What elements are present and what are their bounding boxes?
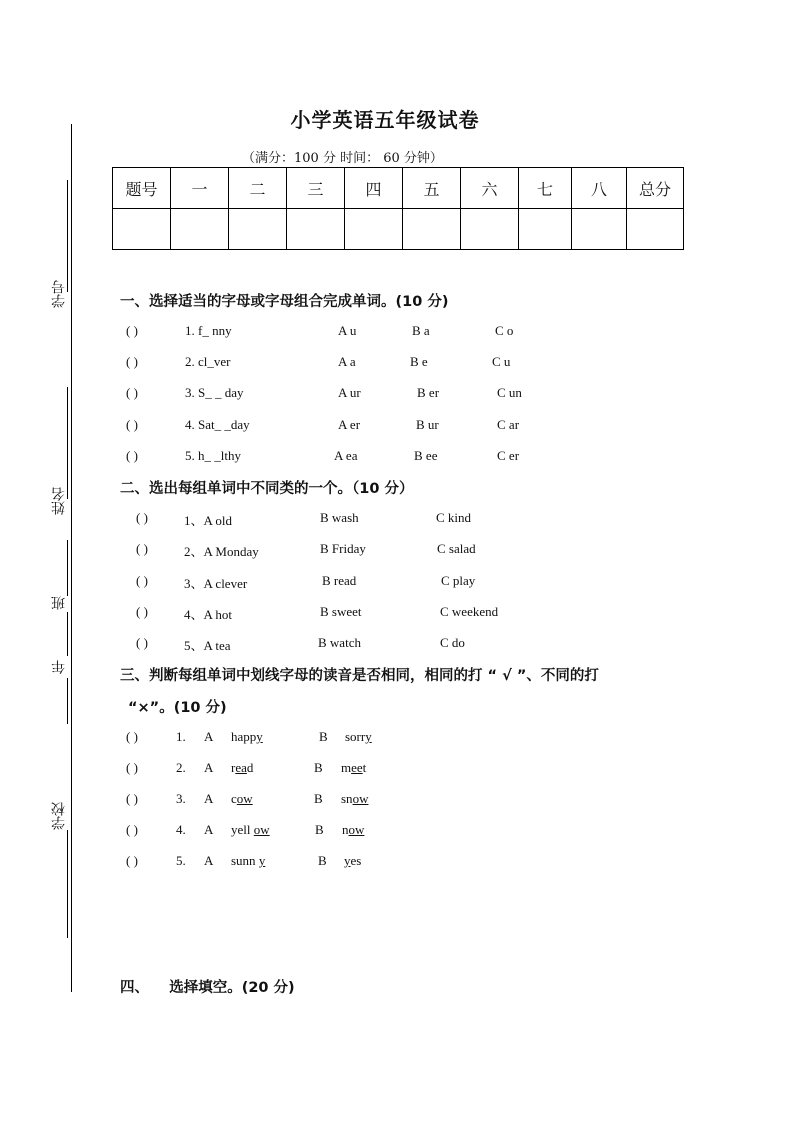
- score-header-cell: 一: [171, 168, 229, 209]
- score-header-cell: 八: [572, 168, 627, 209]
- score-cell[interactable]: [627, 209, 684, 250]
- score-cell[interactable]: [461, 209, 519, 250]
- option-c: C er: [497, 448, 520, 463]
- answer-blank[interactable]: ( ): [126, 729, 138, 744]
- option-b-word: meet: [341, 760, 367, 775]
- score-header-cell: 四: [345, 168, 403, 209]
- grade-line-lower: [67, 678, 68, 724]
- page-title: 小学英语五年级试卷: [290, 108, 480, 132]
- section-3-heading: 三、判断每组单词中划线字母的读音是否相同，相同的打 “ √ ”、不同的打: [120, 668, 599, 684]
- score-header-cell: 二: [229, 168, 287, 209]
- answer-blank[interactable]: ( ): [126, 760, 138, 775]
- question-text: 1、A old: [184, 513, 233, 528]
- question-number: 4.: [176, 822, 186, 837]
- question-text: 1. f_ nny: [185, 323, 232, 338]
- option-c: C play: [441, 573, 476, 588]
- question-text: 3. S_ _ day: [185, 385, 244, 400]
- option-b: B er: [417, 385, 440, 400]
- option-b: B ee: [414, 448, 438, 463]
- question-number: 2.: [176, 760, 186, 775]
- grade-label: 年: [51, 660, 67, 674]
- answer-blank[interactable]: ( ): [136, 604, 148, 619]
- option-b: B a: [412, 323, 430, 338]
- answer-blank[interactable]: ( ): [126, 822, 138, 837]
- option-b: B e: [410, 354, 428, 369]
- question-number: 3.: [176, 791, 186, 806]
- option-a-word: read: [231, 760, 254, 775]
- option-a-letter: A: [204, 791, 214, 806]
- option-a-letter: A: [204, 760, 214, 775]
- option-a: A ea: [334, 448, 358, 463]
- option-c: C salad: [437, 541, 476, 556]
- school-label: 学校: [51, 802, 67, 830]
- option-b: B wash: [320, 510, 359, 525]
- score-cell[interactable]: [171, 209, 229, 250]
- score-table-score-row: [113, 209, 684, 250]
- score-cell[interactable]: [229, 209, 287, 250]
- score-header-cell: 总分: [627, 168, 684, 209]
- section-2-heading: 二、选出每组单词中不同类的一个。（10 分）: [120, 481, 414, 497]
- option-b: B sweet: [320, 604, 362, 619]
- option-a: A er: [338, 417, 361, 432]
- option-c: C ar: [497, 417, 520, 432]
- answer-blank[interactable]: ( ): [136, 635, 148, 650]
- score-cell[interactable]: [403, 209, 461, 250]
- score-header-cell: 五: [403, 168, 461, 209]
- score-header-cell: 六: [461, 168, 519, 209]
- option-b: B read: [322, 573, 357, 588]
- option-a: A ur: [338, 385, 361, 400]
- option-c: C kind: [436, 510, 472, 525]
- binding-margin-line: [71, 124, 72, 992]
- answer-blank[interactable]: ( ): [136, 573, 148, 588]
- option-b: B Friday: [320, 541, 366, 556]
- answer-blank[interactable]: ( ): [126, 385, 138, 400]
- score-cell[interactable]: [287, 209, 345, 250]
- answer-blank[interactable]: ( ): [136, 541, 148, 556]
- option-b: B watch: [318, 635, 361, 650]
- option-c: C weekend: [440, 604, 499, 619]
- option-c: C o: [495, 323, 514, 338]
- option-a-word: happy: [231, 729, 263, 744]
- option-a-letter: A: [204, 822, 214, 837]
- option-c: C un: [497, 385, 522, 400]
- option-a-word: cow: [231, 791, 253, 806]
- name-line: [67, 387, 68, 499]
- question-text: 3、A clever: [184, 576, 248, 591]
- answer-blank[interactable]: ( ): [126, 853, 138, 868]
- question-text: 4、A hot: [184, 607, 233, 622]
- section-4-heading: 四、 选择填空。(20 分): [120, 980, 295, 996]
- question-text: 5、A tea: [184, 638, 231, 653]
- option-a: A a: [338, 354, 356, 369]
- student-id-label: 学号: [51, 280, 67, 308]
- class-label: 班: [51, 596, 67, 610]
- option-c: C do: [440, 635, 465, 650]
- name-label: 姓名: [51, 487, 67, 515]
- answer-blank[interactable]: ( ): [126, 791, 138, 806]
- option-b-word: sorry: [345, 729, 372, 744]
- option-b-word: snow: [341, 791, 369, 806]
- answer-blank[interactable]: ( ): [126, 354, 138, 369]
- student-id-line: [67, 180, 68, 292]
- class-line: [67, 540, 68, 596]
- option-b-letter: B: [315, 822, 324, 837]
- answer-blank[interactable]: ( ): [126, 323, 138, 338]
- score-header-cell: 三: [287, 168, 345, 209]
- score-cell[interactable]: [113, 209, 171, 250]
- question-number: 5.: [176, 853, 186, 868]
- option-b-letter: B: [314, 791, 323, 806]
- question-text: 4. Sat_ _day: [185, 417, 250, 432]
- score-header-cell: 七: [519, 168, 572, 209]
- question-text: 5. h_ _lthy: [185, 448, 241, 463]
- option-b-word: yes: [344, 853, 362, 868]
- section-3-heading-cont: “×”。(10 分): [128, 700, 227, 716]
- option-a-letter: A: [204, 729, 214, 744]
- answer-blank[interactable]: ( ): [136, 510, 148, 525]
- option-a-word: sunn y: [231, 853, 266, 868]
- option-b-letter: B: [318, 853, 327, 868]
- grade-line-upper: [67, 612, 68, 656]
- exam-info: （满分：100 分 时间： 60 分钟）: [242, 151, 443, 166]
- option-a: A u: [338, 323, 357, 338]
- option-b-letter: B: [319, 729, 328, 744]
- option-c: C u: [492, 354, 511, 369]
- score-header-cell: 题号: [113, 168, 171, 209]
- option-b-word: now: [342, 822, 365, 837]
- section-1-heading: 一、选择适当的字母或字母组合完成单词。(10 分): [120, 294, 449, 310]
- answer-blank[interactable]: ( ): [126, 448, 138, 463]
- question-number: 1.: [176, 729, 186, 744]
- option-a-word: yell ow: [231, 822, 270, 837]
- score-table: [112, 167, 684, 250]
- school-line: [67, 830, 68, 938]
- score-cell[interactable]: [345, 209, 403, 250]
- question-text: 2、A Monday: [184, 544, 259, 559]
- option-b-letter: B: [314, 760, 323, 775]
- score-cell[interactable]: [519, 209, 572, 250]
- answer-blank[interactable]: ( ): [126, 417, 138, 432]
- option-a-letter: A: [204, 853, 214, 868]
- score-cell[interactable]: [572, 209, 627, 250]
- score-table-header-row: [113, 168, 684, 209]
- question-text: 2. cl_ver: [185, 354, 231, 369]
- option-b: B ur: [416, 417, 439, 432]
